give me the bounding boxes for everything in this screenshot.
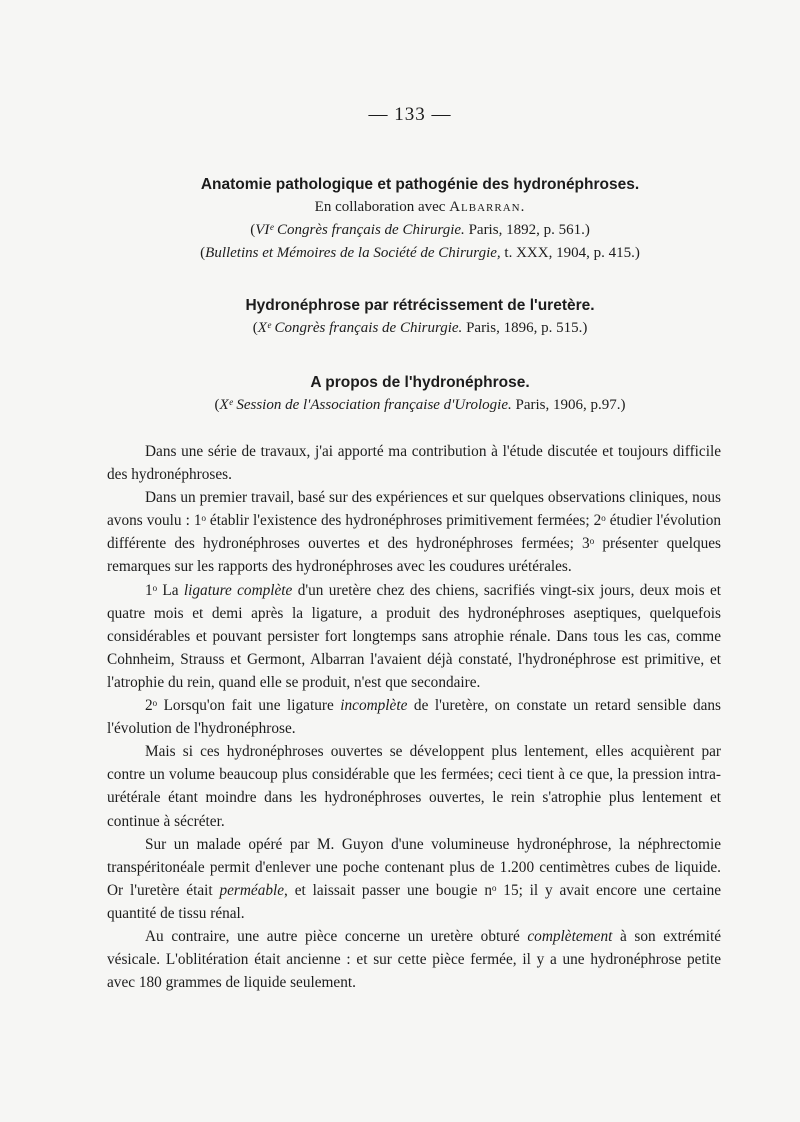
paragraph-6 (107, 833, 721, 925)
bibliography-entry-3 (100, 372, 740, 417)
paragraph-text: 2ᵒ Lorsqu'on fait une ligature (145, 697, 341, 715)
entry-title: Anatomie pathologique et pathogénie des hydronéphroses. (200, 176, 640, 193)
ref-source: VIᵉ Congrès français de Chirurgie. (255, 222, 465, 238)
paragraph-2: Dans un premier travail, basé sur des expériences et sur quelques observations cliniques, nous avons voulu : 1ᵒ établir l'existence des hydronéphroses primitivement fermées; 2ᵒ étudier l'évolution différente des hydronéphroses ouvertes et des hydronéphroses fermées; 3ᵒ présenter quelques remarques sur les rapports des hydronéphroses avec les coudures urétérales. (107, 489, 721, 576)
ref-details: Paris, 1906, p.97.) (511, 397, 626, 413)
paragraph-text: , et laissait passer une bougie nᵒ 15; il y avait encore une certaine quantité de tissu rénal. (107, 881, 722, 922)
paragraph-1: Dans une série de travaux, j'ai apporté ma contribution à l'étude discutée et toujours difficile des hydronéphroses. (107, 443, 721, 484)
bibliography-entry-1 (100, 174, 740, 265)
emphasis: perméable (219, 881, 285, 899)
ref-open: ( (250, 222, 256, 238)
ref-source: Xᵉ Session de l'Association française d'Urologie. (219, 397, 512, 413)
bibliography-entry-2 (100, 295, 740, 340)
ref-details: t. XXX, 1904, p. 415.) (500, 245, 640, 261)
paragraph-5: Mais si ces hydronéphroses ouvertes se développent plus lentement, elles acquièrent par contre un volume beaucoup plus considérable que les fermées; ceci tient à ce que, la pression intra-urétérale étant moindre dans les hydronéphroses ouvertes, le rein s'atrophie plus lentement et continue à sécréter. (107, 743, 721, 830)
emphasis: incomplète (340, 697, 408, 715)
paragraph-text: 1ᵒ La (145, 581, 184, 599)
entry-reference (100, 242, 740, 265)
collaborator-name: Albarran. (449, 199, 526, 215)
ref-open: ( (200, 245, 206, 261)
ref-details: Paris, 1896, p. 515.) (462, 320, 588, 336)
ref-open: ( (214, 397, 220, 413)
ref-details: Paris, 1892, p. 561.) (464, 222, 590, 238)
ref-source: Xᵉ Congrès français de Chirurgie. (257, 320, 463, 336)
entry-reference (100, 219, 740, 242)
ref-open: ( (252, 320, 258, 336)
emphasis: complètement (527, 927, 613, 945)
entry-reference (100, 317, 740, 340)
body-text (107, 440, 721, 994)
paragraph-text: Sur un malade opéré par M. Guyon d'une volumineuse hydronéphrose, la néphrectomie transpéritonéale permit d'enlever une poche contenant plus de 1.200 centimètres cubes de liquide. Or l'uretère était (107, 835, 721, 899)
entry-title: A propos de l'hydronéphrose. (310, 374, 530, 391)
entry-title: Hydronéphrose par rétrécissement de l'uretère. (245, 297, 595, 314)
entry-reference (100, 394, 740, 417)
paragraph-4 (107, 694, 721, 740)
paragraph-text: d'un uretère chez des chiens, sacrifiés vingt-six jours, deux mois et quatre mois et demi après la ligature, a produit des hydronéphroses aseptiques, quelquefois considérables et pouvant persister fort longtemps sans atrophie rénale. Dans tous les cas, comme Cohnheim, Strauss et Germont, Albarran l'avaient déjà constaté, l'hydronéphrose est primitive, et l'atrophie du rein, quand elle se produit, n'est que secondaire. (107, 581, 721, 691)
entry-collaboration (100, 196, 740, 219)
paragraph-text: de l'uretère, on constate un retard sensible dans l'évolution de l'hydronéphrose. (107, 697, 722, 738)
paragraph-text: Au contraire, une autre pièce concerne un uretère obturé (145, 927, 528, 945)
paragraph-3 (107, 579, 721, 694)
ref-source: Bulletins et Mémoires de la Société de Chirurgie, (205, 245, 501, 261)
emphasis: ligature complète (183, 581, 293, 599)
paragraph-text: à son extrémité vésicale. L'oblitération était ancienne : et sur cette pièce fermée, il y a une hydronéphrose petite avec 180 grammes de liquide seulement. (107, 927, 721, 992)
paragraph-7 (107, 925, 721, 994)
page-number: — 133 — (368, 104, 452, 125)
collaboration-prefix: En collaboration avec (314, 199, 450, 215)
